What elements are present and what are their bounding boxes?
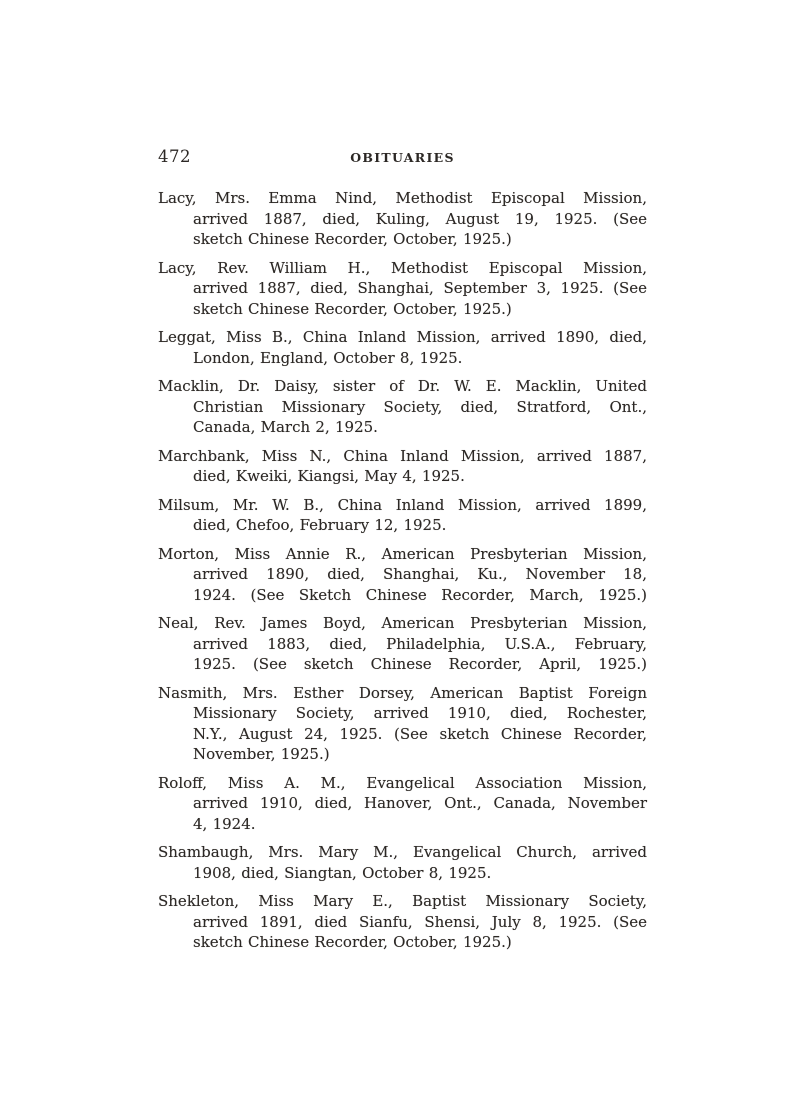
entry-line: arrived 1891, died Sianfu, Shensi, July 8, 1925. (See (193, 912, 647, 931)
entry-line: Neal, Rev. James Boyd, American Presbyterian Mission, (158, 614, 647, 632)
entry-line: arrived 1910, died, Hanover, Ont., Canada, November (193, 794, 647, 812)
entry-line: 1925. (See sketch Chinese Recorder, April, 1925.) (193, 655, 647, 673)
entry-line: Christian Missionary Society, died, Stratford, Ont., (193, 397, 647, 416)
entry-line: arrived 1890, died, Shanghai, Ku., November 18, (193, 565, 647, 583)
entry-line: Marchbank, Miss N., China Inland Mission, arrived 1887, (158, 446, 647, 465)
obituary-entry (158, 376, 647, 438)
entry-line: sketch Chinese Recorder, October, 1925.) (193, 933, 512, 951)
obituary-entry (158, 446, 647, 487)
entry-line: 1908, died, Siangtan, October 8, 1925. (193, 863, 492, 882)
entry-line: 1924. (See Sketch Chinese Recorder, March, 1925.) (193, 585, 647, 604)
entry-line: 4, 1924. (193, 814, 256, 833)
obituary-entry (158, 773, 647, 835)
entry-line: arrived 1887, died, Kuling, August 19, 1925. (See (193, 209, 647, 228)
obituary-entry (158, 842, 647, 883)
obituary-entry (158, 683, 647, 765)
obituary-entry (158, 891, 647, 953)
entry-line: died, Kweiki, Kiangsi, May 4, 1925. (193, 467, 465, 485)
obituary-entry (158, 613, 647, 675)
entry-line: Morton, Miss Annie R., American Presbyterian Mission, (158, 544, 647, 563)
obituary-list (158, 188, 647, 953)
entry-line: Lacy, Rev. William H., Methodist Episcopal Mission, (158, 258, 647, 277)
entry-line: Shambaugh, Mrs. Mary M., Evangelical Church, arrived (158, 843, 647, 861)
entry-line: November, 1925.) (193, 745, 330, 763)
entry-line: sketch Chinese Recorder, October, 1925.) (193, 299, 512, 318)
obituary-entry (158, 544, 647, 606)
obituary-entry (158, 327, 647, 368)
entry-line: Nasmith, Mrs. Esther Dorsey, American Baptist Foreign (158, 683, 647, 702)
entry-line: Leggat, Miss B., China Inland Mission, arrived 1890, died, (158, 328, 647, 346)
entry-line: Roloff, Miss A. M., Evangelical Association Mission, (158, 773, 647, 792)
entry-line: arrived 1883, died, Philadelphia, U.S.A., February, (193, 634, 647, 653)
entry-line: Missionary Society, arrived 1910, died, Rochester, (193, 704, 647, 722)
text-column (158, 147, 647, 961)
entry-line: Canada, March 2, 1925. (193, 418, 378, 436)
entry-line: N.Y., August 24, 1925. (See sketch Chinese Recorder, (193, 724, 647, 743)
entry-line: Milsum, Mr. W. B., China Inland Mission, arrived 1899, (158, 495, 647, 514)
obituary-entry (158, 495, 647, 536)
entry-line: Macklin, Dr. Daisy, sister of Dr. W. E. Macklin, United (158, 377, 647, 395)
obituary-entry (158, 258, 647, 320)
entry-line: Shekleton, Miss Mary E., Baptist Missionary Society, (158, 892, 647, 910)
entry-line: died, Chefoo, February 12, 1925. (193, 516, 447, 534)
page-header (158, 147, 647, 168)
page-number: 472 (158, 147, 191, 166)
entry-line: London, England, October 8, 1925. (193, 348, 463, 367)
entry-line: Lacy, Mrs. Emma Nind, Methodist Episcopal Mission, (158, 189, 647, 207)
entry-line: arrived 1887, died, Shanghai, September 3, 1925. (See (193, 279, 647, 297)
running-head: OBITUARIES (350, 150, 455, 165)
obituary-entry (158, 188, 647, 250)
entry-line: sketch Chinese Recorder, October, 1925.) (193, 230, 512, 248)
